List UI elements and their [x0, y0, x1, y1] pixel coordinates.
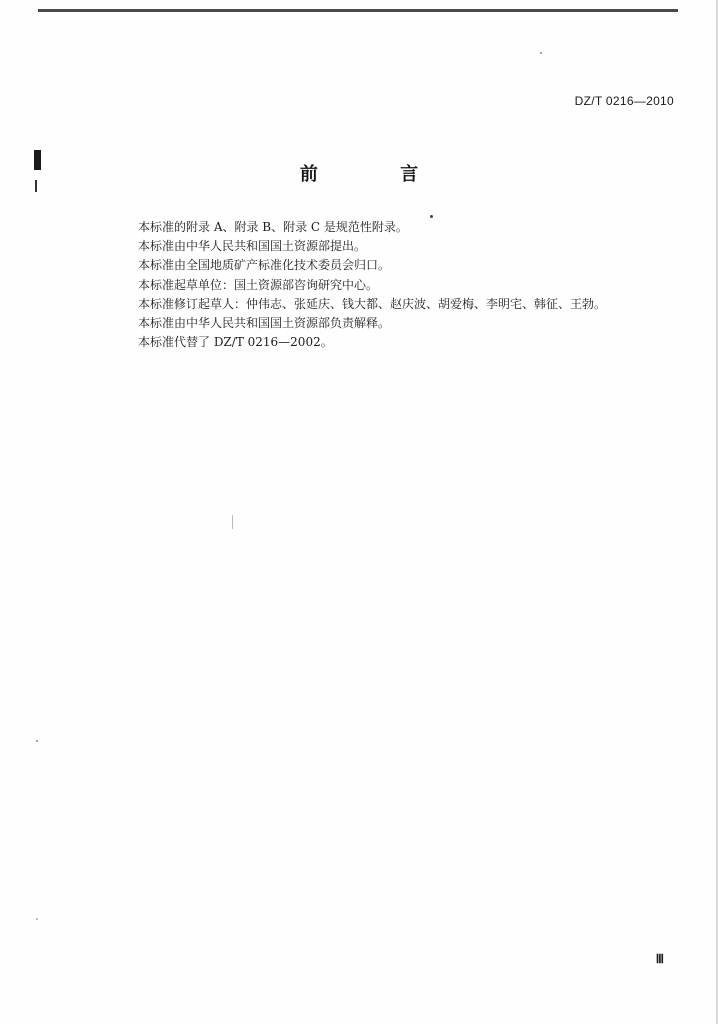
scan-speck [232, 515, 233, 529]
paragraph: 本标准由全国地质矿产标准化技术委员会归口。 [138, 258, 391, 273]
foreword-body [138, 218, 608, 352]
page-number: Ⅲ [655, 952, 664, 966]
standard-code: DZ/T 0216—2010 [574, 94, 674, 108]
page-title: 前 言 [299, 164, 457, 185]
scan-speck [540, 52, 542, 54]
scan-speck [36, 740, 38, 742]
paragraph: 本标准由中华人民共和国国土资源部提出。 [138, 239, 367, 254]
scan-speck [36, 918, 38, 920]
paragraph: 本标准起草单位：国土资源部咨询研究中心。 [138, 277, 379, 292]
paragraph: 本标准代替了 DZ/T 0216—2002。 [138, 335, 333, 350]
scan-speck [430, 215, 433, 218]
top-rule [38, 9, 678, 12]
paragraph: 本标准的附录 A、附录 B、附录 C 是规范性附录。 [138, 220, 408, 234]
paragraph: 本标准由中华人民共和国国土资源部负责解释。 [138, 316, 391, 331]
paragraph: 本标准修订起草人：仲伟志、张延庆、钱大都、赵庆波、胡爱梅、李明宅、韩征、王勃。 [138, 296, 607, 311]
